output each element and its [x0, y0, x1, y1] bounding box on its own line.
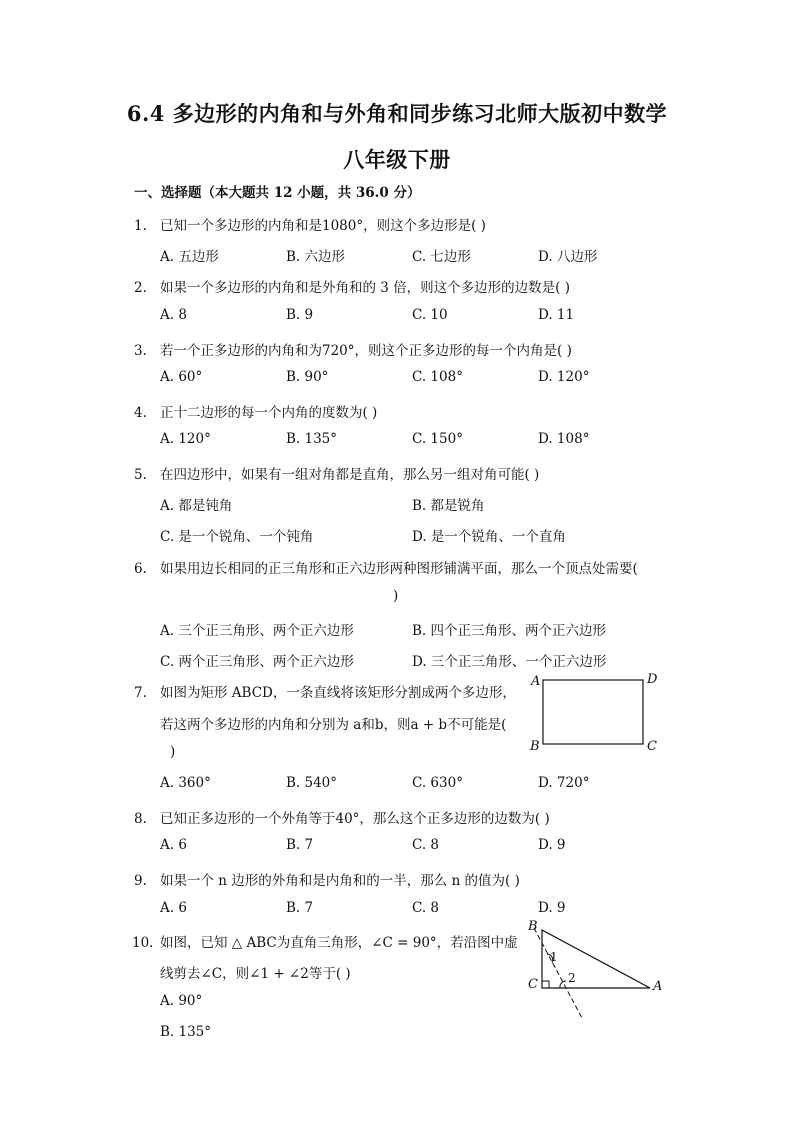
question-number: 9. — [134, 873, 147, 889]
vertex-label-c: C — [528, 977, 538, 992]
option-d[interactable]: D. 是一个锐角、一个直角 — [412, 529, 566, 545]
question-10 — [132, 931, 518, 951]
option-d[interactable]: D. 120° — [538, 369, 590, 385]
option-a[interactable]: A. 三个正三角形、两个正六边形 — [160, 623, 354, 639]
question-3 — [134, 339, 572, 359]
question-text-continued: 若这两个多边形的内角和分别为 a和b，则a + b不可能是( — [160, 717, 507, 733]
page-subtitle: 八年级下册 — [343, 147, 451, 172]
option-a[interactable]: A. 6 — [160, 837, 187, 853]
option-c[interactable]: C. 10 — [412, 307, 448, 323]
option-b[interactable]: B. 7 — [286, 900, 314, 916]
vertex-label-a: A — [531, 674, 541, 689]
option-c[interactable]: C. 8 — [412, 900, 440, 916]
question-number: 3. — [134, 343, 147, 359]
question-text: 如图为矩形 ABCD，一条直线将该矩形分割成两个多边形， — [160, 685, 516, 701]
question-text-continued: ) — [393, 588, 399, 604]
angle-1-label: 1 — [550, 950, 558, 964]
question-text: 正十二边形的每一个内角的度数为( ) — [160, 405, 378, 421]
vertex-label-d: D — [647, 672, 658, 687]
question-4 — [134, 401, 377, 421]
triangle-figure — [522, 918, 672, 1028]
question-7 — [134, 681, 516, 701]
option-a[interactable]: A. 6 — [160, 900, 187, 916]
vertex-label-c: C — [647, 739, 657, 754]
option-a[interactable]: A. 8 — [160, 307, 187, 323]
question-5 — [134, 463, 539, 483]
option-c[interactable]: C. 两个正三角形、两个正六边形 — [160, 654, 354, 670]
question-number: 4. — [134, 405, 147, 421]
option-a[interactable]: A. 60° — [160, 369, 203, 385]
question-number: 8. — [134, 811, 147, 827]
angle-2-label: 2 — [568, 971, 576, 985]
vertex-label-a: A — [653, 979, 663, 994]
option-a[interactable]: A. 五边形 — [160, 249, 219, 265]
question-text: 已知一个多边形的内角和是1080°，则这个多边形是( ) — [160, 218, 486, 234]
question-text: 若一个正多边形的内角和为720°，则这个正多边形的每一个内角是( ) — [160, 343, 572, 359]
question-number: 7. — [134, 685, 147, 701]
rectangle-figure — [526, 670, 666, 754]
question-number: 6. — [134, 561, 147, 577]
option-b[interactable]: B. 四个正三角形、两个正六边形 — [412, 623, 607, 639]
question-text-continued: 线剪去∠C，则∠1 + ∠2等于( ) — [160, 966, 351, 982]
right-angle-mark — [542, 981, 549, 988]
question-6 — [134, 557, 638, 577]
option-b[interactable]: B. 六边形 — [286, 249, 346, 265]
option-b[interactable]: B. 7 — [286, 837, 314, 853]
question-8 — [134, 807, 550, 827]
question-1 — [134, 214, 486, 234]
triangle-abc — [542, 930, 650, 988]
option-d[interactable]: D. 720° — [538, 775, 590, 791]
rectangle-abcd — [543, 680, 643, 744]
page-title: 6.4 多边形的内角和与外角和同步练习北师大版初中数学 — [126, 101, 668, 126]
question-text-continued: ) — [170, 744, 176, 760]
question-number: 1. — [134, 218, 147, 234]
question-2 — [134, 276, 570, 296]
option-a[interactable]: A. 120° — [160, 431, 211, 447]
option-b[interactable]: B. 都是锐角 — [412, 498, 485, 514]
option-d[interactable]: D. 11 — [538, 307, 575, 323]
vertex-label-b: B — [530, 739, 540, 754]
option-d[interactable]: D. 108° — [538, 431, 590, 447]
vertex-label-b: B — [528, 919, 538, 934]
question-text: 已知正多边形的一个外角等于40°，那么这个正多边形的边数为( ) — [160, 811, 550, 827]
option-b[interactable]: B. 90° — [286, 369, 329, 385]
option-c[interactable]: C. 七边形 — [412, 249, 471, 265]
option-c[interactable]: C. 630° — [412, 775, 463, 791]
question-number: 5. — [134, 467, 147, 483]
question-number: 10. — [132, 935, 154, 951]
question-text: 在四边形中，如果有一组对角都是直角，那么另一组对角可能( ) — [160, 467, 540, 483]
question-text: 如图，已知 △ ABC为直角三角形，∠C = 90°，若沿图中虚 — [160, 935, 518, 951]
option-c[interactable]: C. 150° — [412, 431, 463, 447]
option-d[interactable]: D. 八边形 — [538, 249, 598, 265]
option-b[interactable]: B. 9 — [286, 307, 314, 323]
question-number: 2. — [134, 280, 147, 296]
option-b[interactable]: B. 135° — [286, 431, 338, 447]
option-a[interactable]: A. 都是钝角 — [160, 498, 233, 514]
option-a[interactable]: A. 360° — [160, 775, 211, 791]
option-d[interactable]: D. 三个正三角形、一个正六边形 — [412, 654, 607, 670]
option-d[interactable]: D. 9 — [538, 900, 566, 916]
option-b[interactable]: B. 540° — [286, 775, 338, 791]
option-d[interactable]: D. 9 — [538, 837, 566, 853]
option-b[interactable]: B. 135° — [160, 1024, 212, 1040]
question-text: 如果一个 n 边形的外角和是内角和的一半，那么 n 的值为( ) — [160, 873, 520, 889]
section-heading: 一、选择题（本大题共 12 小题，共 36.0 分） — [134, 185, 421, 201]
question-9 — [134, 869, 520, 889]
option-c[interactable]: C. 108° — [412, 369, 463, 385]
option-a[interactable]: A. 90° — [160, 993, 203, 1009]
option-c[interactable]: C. 8 — [412, 837, 440, 853]
question-text: 如果用边长相同的正三角形和正六边形两种图形铺满平面，那么一个顶点处需要( — [160, 561, 638, 577]
question-text: 如果一个多边形的内角和是外角和的 3 倍，则这个多边形的边数是( ) — [160, 280, 570, 296]
option-c[interactable]: C. 是一个锐角、一个钝角 — [160, 529, 314, 545]
